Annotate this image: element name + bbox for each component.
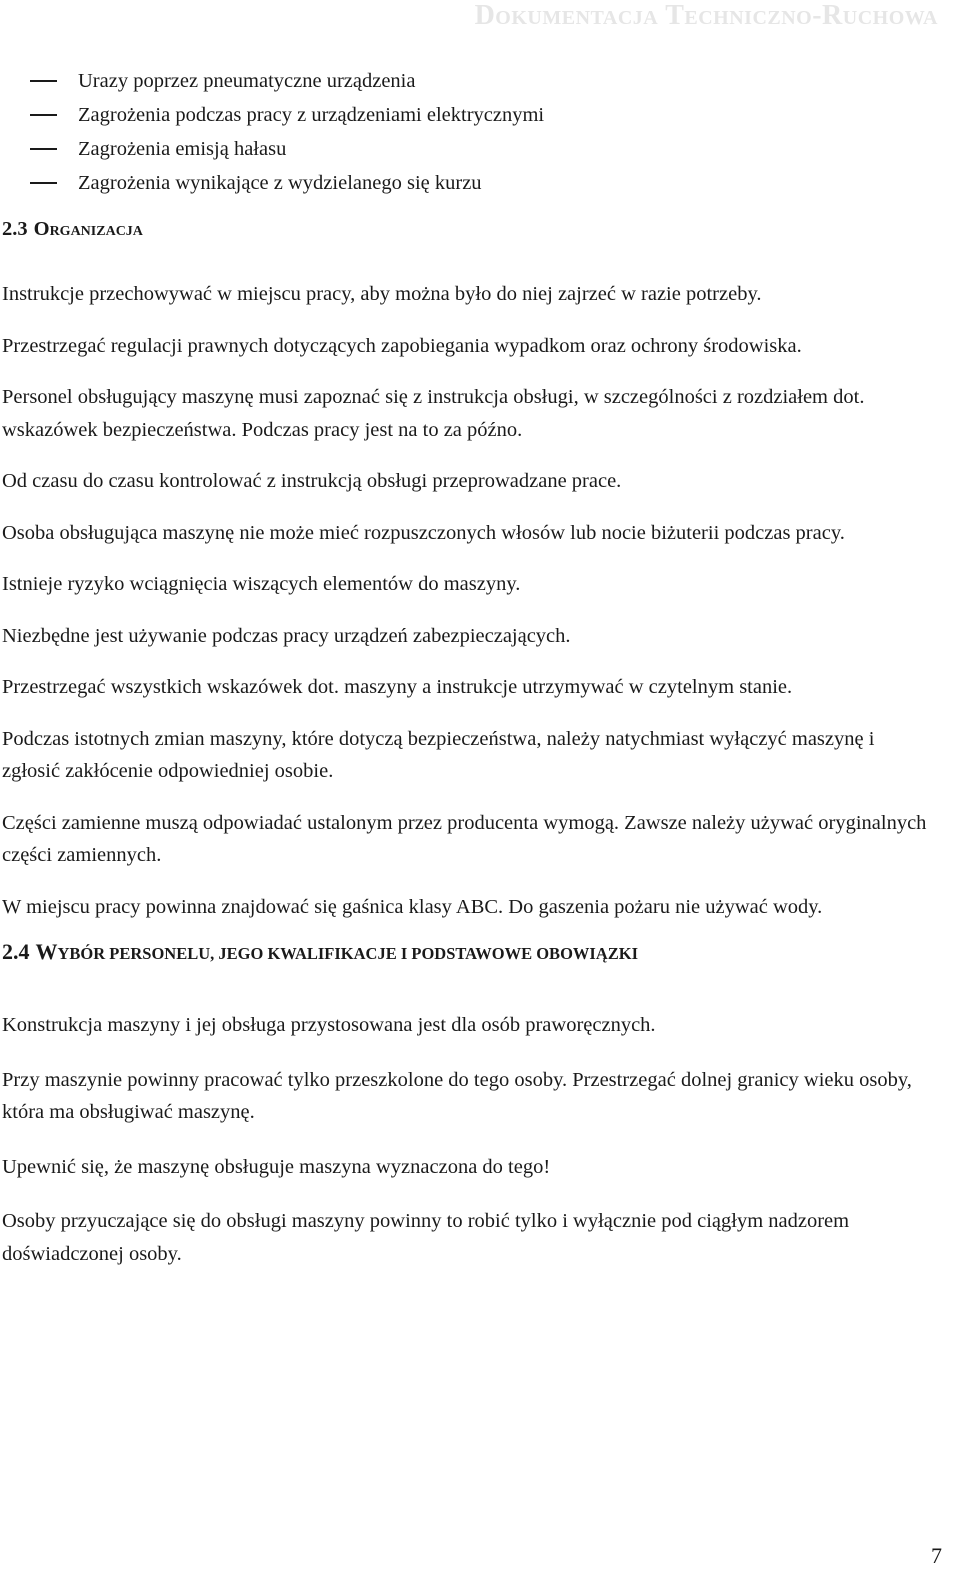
dash-bullet-icon: [30, 114, 57, 116]
paragraph: Przy maszynie powinny pracować tylko przeszkolone do tego osoby. Przestrzegać dolnej granicy wieku osoby, która ma obsługiwać maszynę.: [2, 1068, 912, 1123]
paragraph: Niezbędne jest używanie podczas pracy urządzeń zabezpieczających.: [2, 624, 571, 647]
dash-bullet-icon: [30, 148, 57, 150]
running-header-title: Dokumentacja Techniczno-Ruchowa: [474, 0, 938, 31]
paragraph: Instrukcje przechowywać w miejscu pracy, aby można było do niej zajrzeć w razie potrzeby.: [2, 283, 762, 305]
paragraph: Osoba obsługująca maszynę nie może mieć rozpuszczonych włosów lub nocie biżuterii podczas pracy.: [2, 521, 845, 544]
dash-bullet-icon: [30, 80, 57, 82]
paragraph: Od czasu do czasu kontrolować z instrukcją obsługi przeprowadzane prace.: [2, 470, 622, 492]
paragraph: Części zamienne muszą odpowiadać ustalonym przez producenta wymogą. Zawsze należy używać oryginalnych części zamiennych.: [2, 811, 927, 866]
section-title: Organizacja: [33, 218, 143, 240]
page-number: 7: [931, 1543, 942, 1568]
paragraph: Upewnić się, że maszynę obsługuje maszyna wyznaczona do tego!: [2, 1155, 551, 1178]
list-item: Zagrożenia podczas pracy z urządzeniami elektrycznymi: [2, 98, 927, 132]
paragraph: Personel obsługujący maszynę musi zapoznać się z instrukcja obsługi, w szczególności z rozdziałem dot. wskazówek bezpieczeństwa. Podczas pracy jest na to za późno.: [2, 386, 865, 441]
dash-bullet-icon: [30, 182, 57, 184]
section-heading-2-3: [2, 214, 927, 244]
section-number: 2.4: [2, 939, 30, 964]
paragraph: Konstrukcja maszyny i jej obsługa przystosowana jest dla osób praworęcznych.: [2, 1014, 656, 1036]
hazards-list: [2, 64, 927, 200]
list-item: Urazy poprzez pneumatyczne urządzenia: [2, 64, 927, 98]
paragraph: Istnieje ryzyko wciągnięcia wiszących elementów do maszyny.: [2, 573, 521, 595]
section-2-3-body: [2, 278, 927, 923]
list-item: Zagrożenia emisją hałasu: [2, 132, 927, 166]
section-heading-2-4: [2, 937, 927, 969]
section-number: 2.3: [2, 218, 28, 240]
list-item: Zagrożenia wynikające z wydzielanego się kurzu: [2, 166, 927, 200]
paragraph: Podczas istotnych zmian maszyny, które dotyczą bezpieczeństwa, należy natychmiast wyłączyć maszynę i zgłosić zakłócenie odpowiedniej osobie.: [2, 727, 875, 782]
paragraph: Przestrzegać wszystkich wskazówek dot. maszyny a instrukcje utrzymywać w czytelnym stanie.: [2, 676, 793, 698]
page-content: [2, 64, 927, 1270]
section-title: YBÓR PERSONELU, JEGO KWALIFIKACJE I PODSTAWOWE OBOWIĄZKI: [57, 944, 638, 963]
section-title-initial: W: [35, 939, 58, 964]
paragraph: W miejscu pracy powinna znajdować się gaśnica klasy ABC. Do gaszenia pożaru nie używać wody.: [2, 895, 823, 918]
section-2-4-body: [2, 1009, 927, 1270]
paragraph: Przestrzegać regulacji prawnych dotyczących zapobiegania wypadkom oraz ochrony środowiska.: [2, 334, 802, 357]
paragraph: Osoby przyuczające się do obsługi maszyny powinny to robić tylko i wyłącznie pod ciągłym nadzorem doświadczonej osoby.: [2, 1210, 850, 1265]
